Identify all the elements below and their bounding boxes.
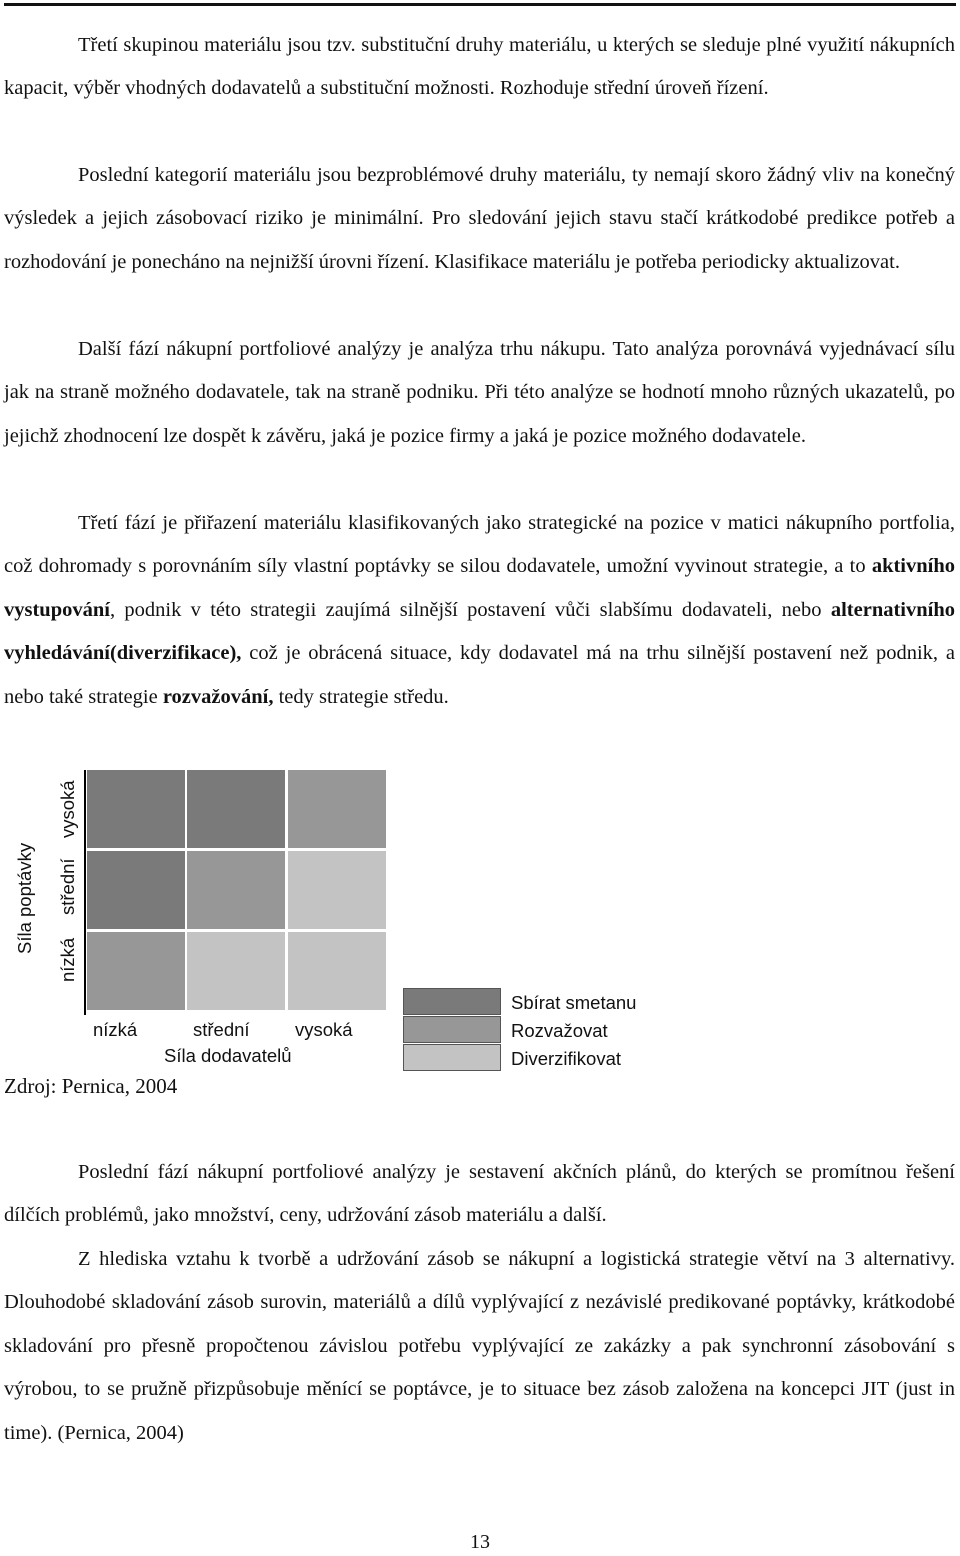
y-label-low: nízká [57,937,78,982]
bold-term: alternativního vyhledávání(diverzifikace), [4,598,955,665]
top-rule [4,3,956,6]
text-run: Třetí fází je přiřazení materiálu klasifikovaných jako strategické na pozice v matici nákupního portfolia, což dohromady s porovnáním síly vlastní poptávky se silou dodavatele, umožní vyvinout strategie, a to [4,512,955,578]
legend-label-sbirat: Sbírat smetanu [511,992,637,1013]
page-number: 13 [470,1531,490,1553]
matrix-cell-diverzifikovat [187,932,285,1010]
legend-label-diverzifikovat: Diverzifikovat [511,1048,621,1069]
legend-swatch-sbirat [403,988,501,1015]
matrix-cell-sbirat [87,851,185,929]
matrix-cell-diverzifikovat [288,932,386,1010]
paragraph [4,154,955,284]
paragraph [4,502,955,719]
legend-swatch-diverzifikovat [403,1044,501,1071]
text-run: Třetí skupinou materiálu jsou tzv. substituční druhy materiálu, u kterých se sleduje plné využití nákupních kapacit, výběr vhodných dodavatelů a substituční možnosti. Rozhoduje střední úroveň řízení. [4,34,955,100]
matrix-cell-diverzifikovat [288,851,386,929]
y-axis-title: Síla poptávky [14,842,35,954]
text-run: Další fází nákupní portfoliové analýzy je analýza trhu nákupu. Tato analýza porovnává vyjednávací sílu jak na straně možného dodavatele, tak na straně podniku. Při této analýze se hodnotí mnoho různých ukazatelů, po jejichž zhodnocení lze dospět k závěru, jaká je pozice firmy a jaká je pozice možného dodavatele. [4,338,955,447]
paragraph [4,1238,955,1455]
text-run: Poslední kategorií materiálu jsou bezproblémové druhy materiálu, ty nemají skoro žádný vliv na konečný výsledek a jejich zásobovací riziko je minimální. Pro sledování jejich stavu stačí krátkodobé predikce potřeb a rozhodování je ponecháno na nejnižší úrovni řízení. Klasifikace materiálu je potřeba periodicky aktualizovat. [4,164,955,273]
matrix-cell-rozvazovat [187,851,285,929]
text-run: Poslední fází nákupní portfoliové analýzy je sestavení akčních plánů, do kterých se promítnou řešení dílčích problémů, jako množství, ceny, udržování zásob materiálu a další. [4,1161,955,1227]
text-run: Z hlediska vztahu k tvorbě a udržování zásob se nákupní a logistická strategie větví na 3 alternativy. Dlouhodobé skladování zásob surovin, materiálů a dílů vyplývající z nezávislé predikované poptávky, krátkodobé skladování pro přesně propočtenou závislou potřebu vyplývající ze zakázky a pak synchronní zásobování s výrobou, to se pružně přizpůsobuje měnící se poptávce, je to situace bez zásob založena na koncepci JIT (just in time). (Pernica, 2004) [4,1248,955,1444]
x-label-high: vysoká [295,1019,353,1040]
x-label-low: nízká [93,1019,138,1040]
y-label-high: vysoká [57,780,78,838]
text-run: tedy strategie středu. [273,685,449,708]
y-axis-line [84,770,86,1015]
x-label-mid: střední [193,1019,250,1040]
matrix-cell-sbirat [187,770,285,848]
legend-label-rozvazovat: Rozvažovat [511,1020,608,1041]
matrix-cell-rozvazovat [288,770,386,848]
bold-term: aktivního vystupování [4,555,955,621]
matrix-cell-sbirat [87,770,185,848]
bold-term: rozvažování, [162,685,274,708]
y-label-mid: střední [57,858,78,915]
legend-swatch-rozvazovat [403,1016,501,1043]
paragraph [4,1151,955,1238]
paragraph [4,328,955,458]
figure-source: Zdroj: Pernica, 2004 [4,1074,178,1098]
paragraph [4,24,955,111]
text-run: což je obrácená situace, kdy dodavatel má na trhu silnější postavení než podnik, a nebo také strategie [4,642,955,708]
x-axis-title: Síla dodavatelů [164,1045,292,1066]
matrix-cell-rozvazovat [87,932,185,1010]
text-run: , podnik v této strategii zaujímá silnější postavení vůči slabšímu dodavateli, nebo [109,598,831,621]
